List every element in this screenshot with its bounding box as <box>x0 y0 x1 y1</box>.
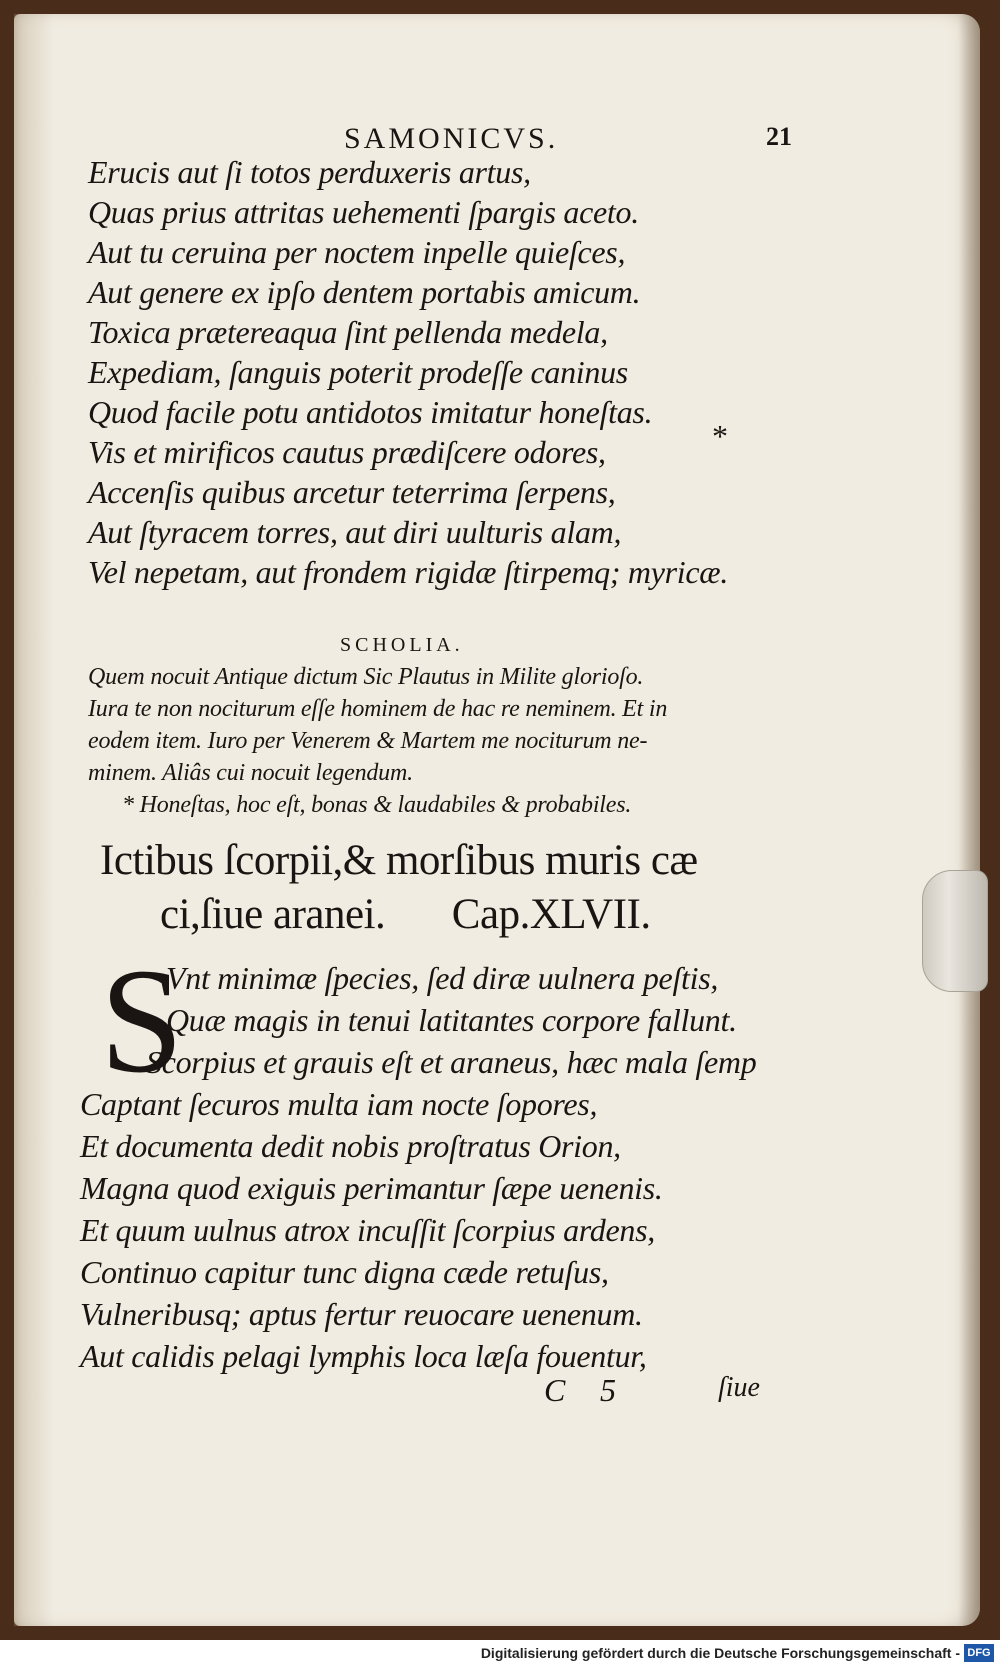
verse-line: Et quum uulnus atrox incuſſit ſcorpius ardens, <box>80 1212 655 1248</box>
scholia-line: * Honeſtas, hoc eſt, bonas & laudabiles & probabiles. <box>122 792 632 818</box>
verse-line: Accenſis quibus arcetur teterrima ſerpens, <box>88 474 616 510</box>
page-clip <box>922 870 988 992</box>
verse-line: Quæ magis in tenui latitantes corpore fallunt. <box>166 1002 737 1038</box>
footer-bar <box>0 1640 1000 1668</box>
page-edge-shadow <box>958 14 980 1626</box>
scholia-line: eodem item. Iuro per Venerem & Martem me nociturum ne- <box>88 728 648 754</box>
scholia-line: Iura te non nociturum eſſe hominem de hac re neminem. Et in <box>88 696 668 722</box>
verse-line: Quod facile potu antidotos imitatur honeſtas. <box>88 394 653 430</box>
chapter-number: Cap.XLVII. <box>451 891 651 938</box>
verse-line: Erucis aut ſi totos perduxeris artus, <box>88 154 531 190</box>
verse-line: Vel nepetam, aut frondem rigidæ ſtirpemq; myricæ. <box>88 554 729 590</box>
verse-line: Scorpius et grauis eſt et araneus, hæc mala ſemp <box>146 1044 757 1080</box>
verse-line: Continuo capitur tunc digna cæde retuſus, <box>80 1254 609 1290</box>
verse-line: Vulneribusq; aptus fertur reuocare uenenum. <box>80 1296 643 1332</box>
signature-mark: 5 <box>600 1372 616 1408</box>
verse-line: Magna quod exiguis perimantur ſæpe uenenis. <box>80 1170 663 1206</box>
verse-line: Vis et mirificos cautus prædiſcere odores, <box>88 434 606 470</box>
verse-line: Toxica prætereaqua ſint pellenda medela, <box>88 314 608 350</box>
asterisk-mark: * <box>712 418 728 454</box>
chapter-title: Ictibus ſcorpii,& morſibus muris cæ <box>100 837 698 884</box>
page-gutter-shadow <box>14 14 54 1626</box>
verse-line: Vnt minimæ ſpecies, ſed diræ uulnera peſtis, <box>166 960 719 996</box>
chapter-title-text: ci,ſiue aranei. <box>160 891 386 938</box>
verse-line: Aut tu ceruina per noctem inpelle quieſces, <box>88 234 626 270</box>
drop-cap: S <box>100 938 184 1104</box>
verse-line: Quas prius attritas uehementi ſpargis aceto. <box>88 194 639 230</box>
running-head: SAMONICVS. <box>344 122 559 155</box>
verse-line: Aut calidis pelagi lymphis loca læſa fouentur, <box>80 1338 647 1374</box>
catchword: ſiue <box>718 1372 760 1403</box>
dfg-logo: DFG <box>964 1644 994 1662</box>
verse-line: Expediam, ſanguis poterit prodeſſe caninus <box>88 354 628 390</box>
funding-credit: Digitalisierung gefördert durch die Deutsche Forschungsgemeinschaft - <box>480 1645 960 1661</box>
verse-line: Aut ſtyracem torres, aut diri uulturis alam, <box>88 514 622 550</box>
book-page <box>14 14 980 1626</box>
scholia-line: minem. Aliâs cui nocuit legendum. <box>88 760 413 786</box>
scholia-heading: SCHOLIA. <box>340 634 464 656</box>
verse-line: Captant ſecuros multa iam nocte ſopores, <box>80 1086 598 1122</box>
verse-line: Et documenta dedit nobis proſtratus Orion, <box>80 1128 621 1164</box>
verse-line: Aut genere ex ipſo dentem portabis amicum. <box>88 274 641 310</box>
scholia-line: Quem nocuit Antique dictum Sic Plautus in Milite glorioſo. <box>88 664 644 690</box>
signature-mark: C <box>544 1372 566 1408</box>
page-number: 21 <box>766 122 792 151</box>
chapter-title-line2 <box>160 890 651 939</box>
